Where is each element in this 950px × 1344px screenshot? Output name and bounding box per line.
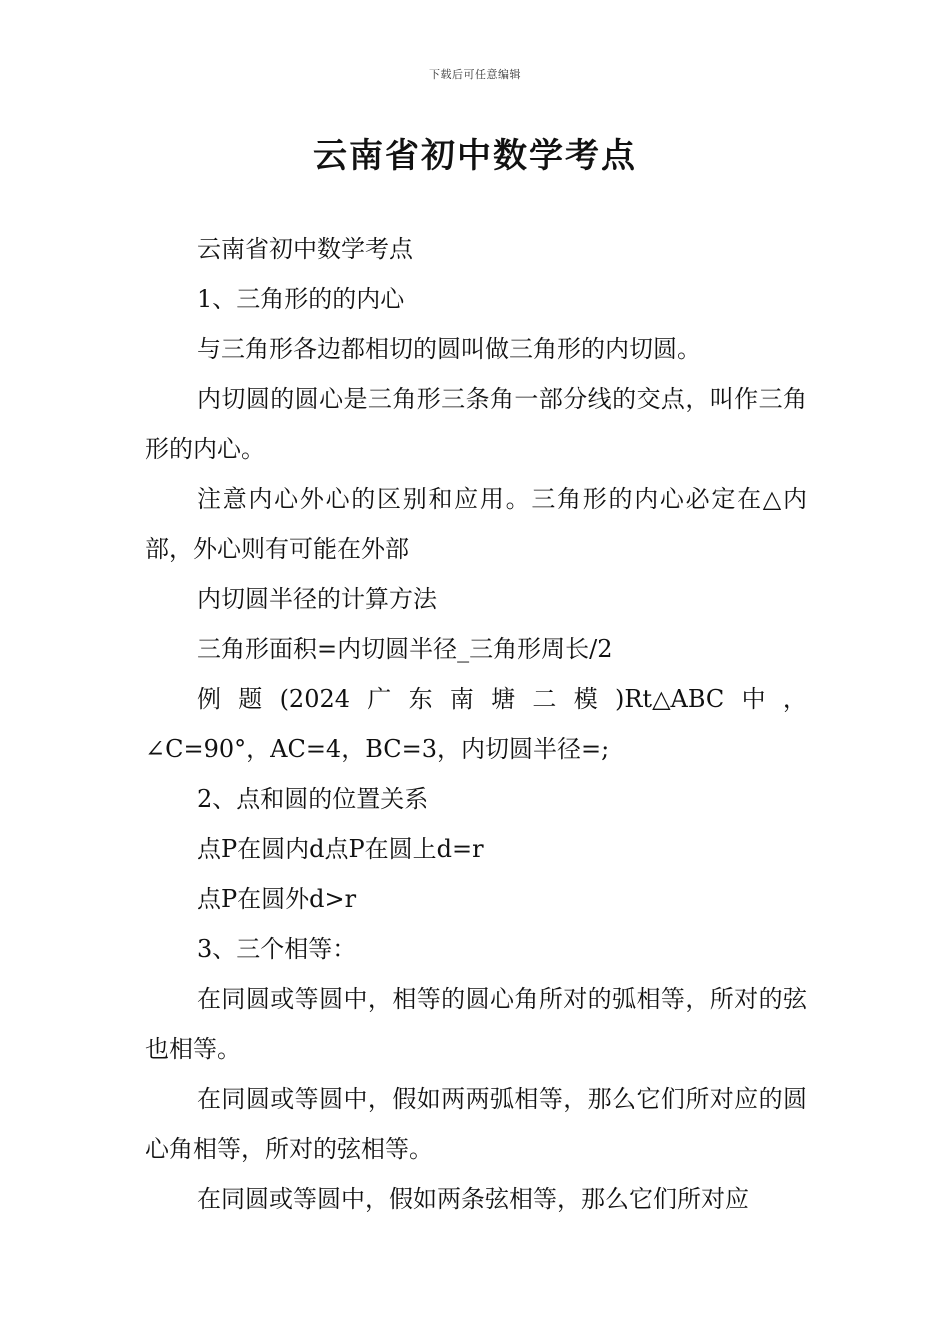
paragraph-subtitle: 云南省初中数学考点 [197,235,413,263]
paragraph-section-3-heading: 3、三个相等： [197,935,357,963]
paragraph-section-1-heading: 1、三角形的的内心 [197,285,405,313]
example-token: 二 [532,685,557,713]
paragraph-section-2-heading: 2、点和圆的位置关系 [197,785,429,813]
paragraph-incenter-note: 注意内心外心的区别和应用。三角形的内心必定在△内部，外心则有可能在外部 [145,485,807,563]
example-token: 南 [449,685,474,713]
example-token: 题 [238,685,263,713]
paragraph-equal-arcs: 在同圆或等圆中，假如两两弧相等，那么它们所对应的圆心角相等，所对的弦相等。 [145,1085,807,1163]
example-token: )Rt△ABC [614,685,725,713]
paragraph-equal-chords: 在同圆或等圆中，假如两条弦相等，那么它们所对应 [197,1185,749,1213]
paragraph-radius-formula: 三角形面积=内切圆半径_三角形周长/2 [197,635,613,663]
paragraph-radius-method-heading: 内切圆半径的计算方法 [197,585,437,613]
paragraph-point-outside: 点P在圆外d>r [197,885,357,913]
example-line-1 [145,674,807,724]
example-line-2: ∠C=90°，AC=4，BC=3，内切圆半径=; [145,735,610,763]
example-token: 东 [408,685,433,713]
example-token: 塘 [491,685,516,713]
example-token: 例 [197,685,221,713]
example-token: 广 [367,685,392,713]
paragraph-incenter-definition: 内切圆的圆心是三角形三条角一部分线的交点，叫作三角形的内心。 [145,385,807,463]
paragraph-incircle-definition: 与三角形各边都相切的圆叫做三角形的内切圆。 [197,335,701,363]
document-body [145,224,807,1224]
document-title: 云南省初中数学考点 [313,136,637,176]
example-token: 模 [573,685,598,713]
paragraph-equal-angles: 在同圆或等圆中，相等的圆心角所对的弧相等，所对的弦也相等。 [145,985,807,1063]
example-token: ， [782,685,807,713]
header-note: 下载后可任意编辑 [429,68,521,81]
example-token: 中 [741,685,766,713]
paragraph-point-inside-on: 点P在圆内d点P在圆上d=r [197,835,484,863]
paragraph-example [145,674,807,774]
example-token: (2024 [279,685,351,713]
